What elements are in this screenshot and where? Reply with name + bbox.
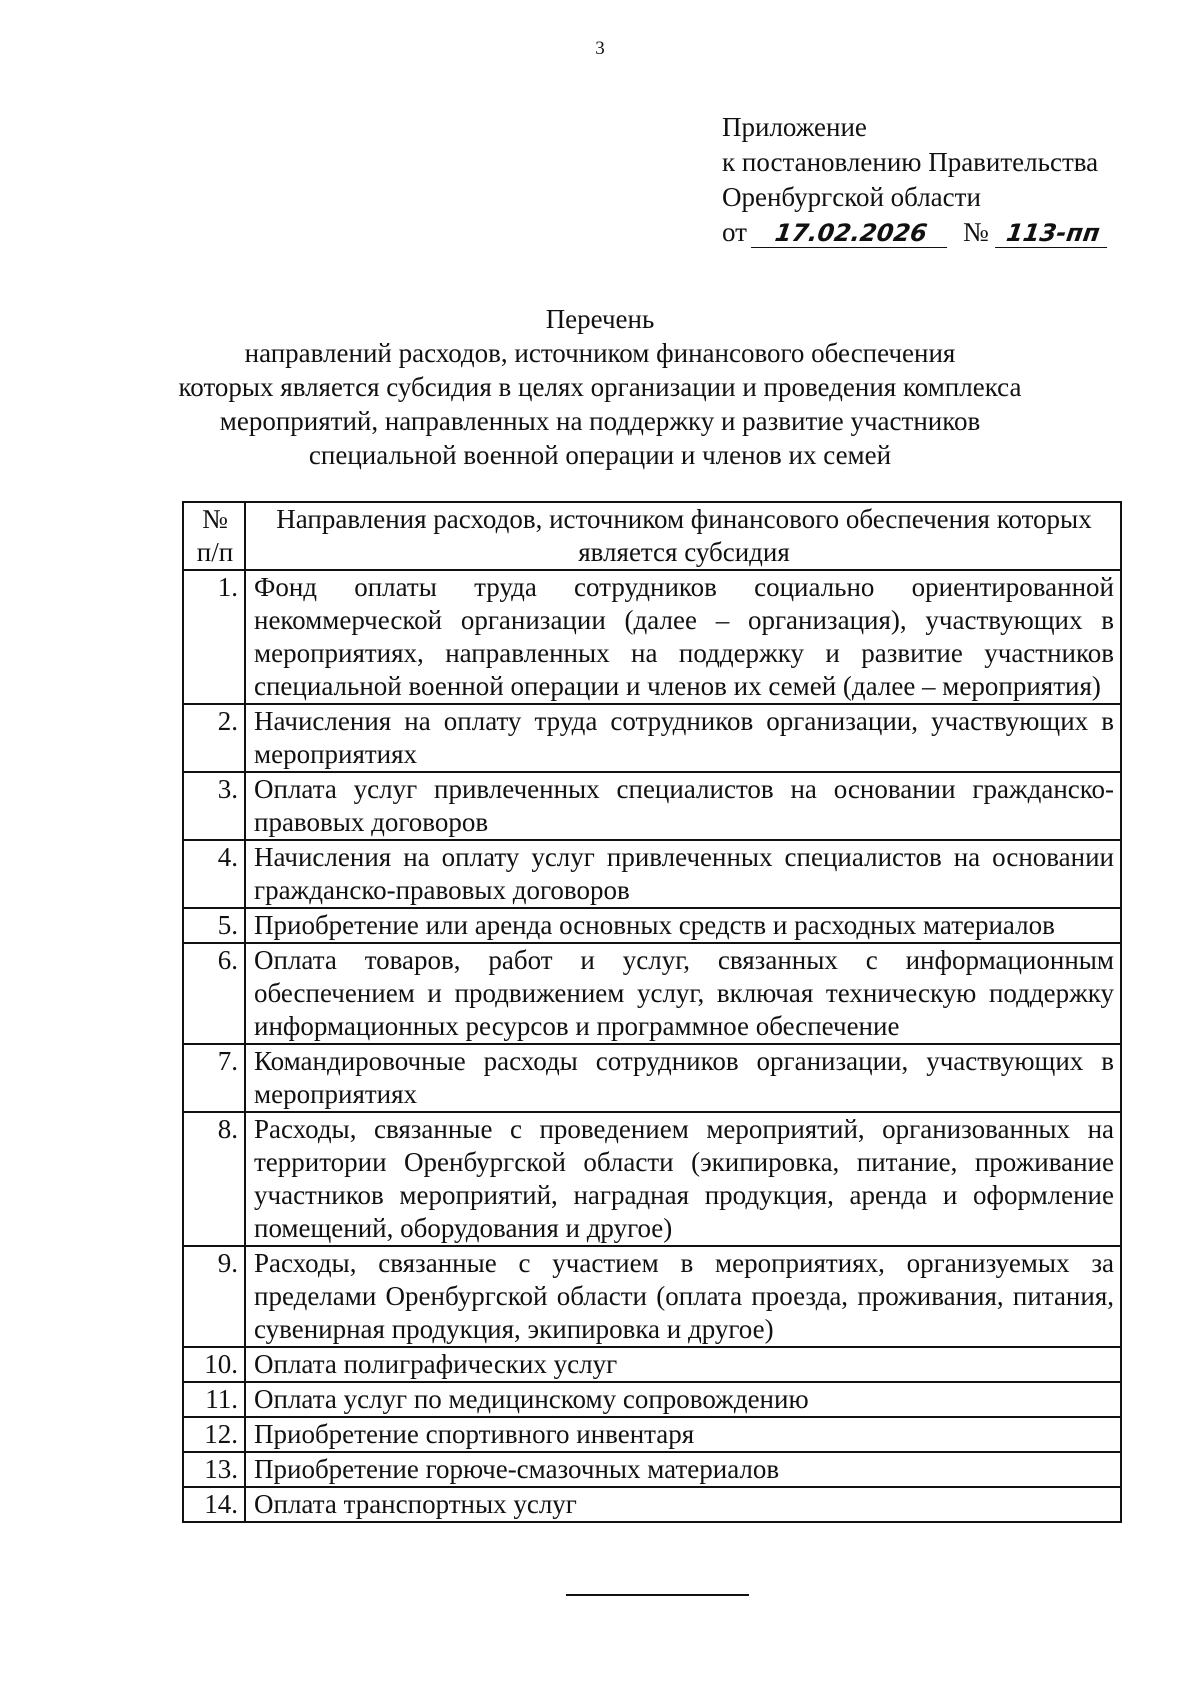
row-text: Начисления на оплату труда сотрудников организации, участвующих в мероприятиях (245, 704, 1121, 772)
table-row (183, 1452, 1121, 1487)
row-num: 8. (183, 1112, 245, 1246)
row-text: Оплата услуг привлеченных специалистов на основании гражданско-правовых договоров (245, 772, 1121, 840)
row-text: Расходы, связанные с участием в мероприятиях, организуемых за пределами Оренбургской области (оплата проезда, проживания, питания, сувенирная продукция, экипировка и другое) (245, 1246, 1121, 1347)
row-num: 11. (183, 1382, 245, 1417)
table-row (183, 772, 1121, 840)
table-header-row (183, 502, 1121, 570)
number-sign: № (962, 217, 989, 247)
row-num: 3. (183, 772, 245, 840)
row-num: 2. (183, 704, 245, 772)
row-text: Оплата транспортных услуг (245, 1487, 1121, 1522)
title-line-2: которых является субсидия в целях организации и проведения комплекса (178, 372, 1022, 402)
title-line-3: мероприятий, направленных на поддержку и развитие участников (219, 406, 981, 436)
row-text: Фонд оплаты труда сотрудников социально ориентированной некоммерческой организации (далее – организация), участвующих в мероприятиях, направленных на поддержку и развитие участников специальной военной операции и членов их семей (далее – мероприятия) (245, 570, 1121, 704)
row-num: 12. (183, 1417, 245, 1452)
date-prefix: от (722, 217, 747, 247)
document-title (140, 302, 1060, 472)
appendix-block (722, 110, 1109, 250)
appendix-region: Оренбургской области (722, 182, 981, 212)
handwritten-date: 17.02.2026 (751, 219, 951, 248)
expense-directions-table (182, 501, 1122, 1523)
title-line-1: направлений расходов, источником финансового обеспечения (244, 338, 956, 368)
appendix-date-number-row (722, 215, 1109, 250)
row-num: 6. (183, 943, 245, 1044)
table-row (183, 908, 1121, 943)
table-row (183, 1112, 1121, 1246)
appendix-title: Приложение (722, 112, 867, 142)
title-heading: Перечень (545, 304, 655, 334)
page-number: 3 (595, 38, 605, 59)
table-row (183, 570, 1121, 704)
row-text: Приобретение спортивного инвентаря (245, 1417, 1121, 1452)
row-num: 14. (183, 1487, 245, 1522)
row-num: 9. (183, 1246, 245, 1347)
row-text: Начисления на оплату услуг привлеченных специалистов на основании гражданско-правовых договоров (245, 840, 1121, 908)
row-num: 10. (183, 1347, 245, 1382)
row-text: Приобретение или аренда основных средств и расходных материалов (245, 908, 1121, 943)
row-num: 1. (183, 570, 245, 704)
row-text: Приобретение горюче-смазочных материалов (245, 1452, 1121, 1487)
row-text: Расходы, связанные с проведением мероприятий, организованных на территории Оренбургской области (экипировка, питание, проживание участников мероприятий, наградная продукция, аренда и оформление помещений, оборудования и другое) (245, 1112, 1121, 1246)
table-row (183, 840, 1121, 908)
header-text: Направления расходов, источником финансового обеспечения которых является субсидия (245, 502, 1121, 570)
table-row (183, 1487, 1121, 1522)
row-num: 7. (183, 1044, 245, 1112)
row-text: Оплата полиграфических услуг (245, 1347, 1121, 1382)
table-row (183, 1382, 1121, 1417)
table-row (183, 1417, 1121, 1452)
table-row (183, 943, 1121, 1044)
row-num: 13. (183, 1452, 245, 1487)
end-divider (566, 1594, 749, 1596)
row-text: Командировочные расходы сотрудников организации, участвующих в мероприятиях (245, 1044, 1121, 1112)
header-num: № п/п (183, 502, 245, 570)
row-text: Оплата услуг по медицинскому сопровождению (245, 1382, 1121, 1417)
table-row (183, 704, 1121, 772)
handwritten-number: 113-пп (995, 219, 1111, 248)
row-num: 4. (183, 840, 245, 908)
title-line-4: специальной военной операции и членов их семей (308, 440, 892, 470)
appendix-resolution: к постановлению Правительства (722, 147, 1099, 177)
table-row (183, 1246, 1121, 1347)
table-row (183, 1347, 1121, 1382)
row-num: 5. (183, 908, 245, 943)
row-text: Оплата товаров, работ и услуг, связанных с информационным обеспечением и продвижением услуг, включая техническую поддержку информационных ресурсов и программное обеспечение (245, 943, 1121, 1044)
table-row (183, 1044, 1121, 1112)
